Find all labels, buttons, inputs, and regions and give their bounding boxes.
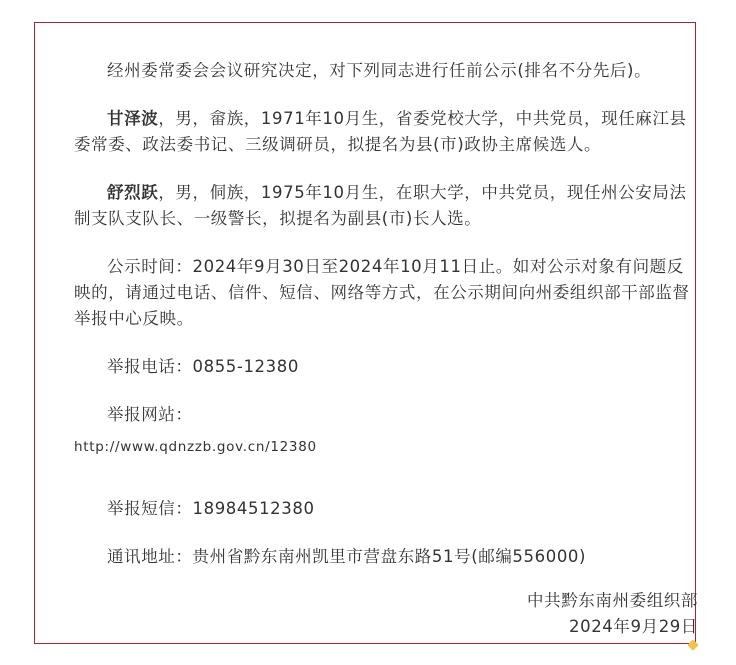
report-phone-number: 0855-12380: [192, 357, 299, 376]
signature-org: 中共黔东南州委组织部: [527, 590, 698, 610]
report-sms: [74, 496, 700, 522]
report-phone-label: 举报电话：: [107, 357, 193, 376]
notice-period-paragraph: 公示时间：2024年9月30日至2024年10月11日止。如对公示对象有问题反映的，请通过电话、信件、短信、网络等方式，在公示期间向州委组织部干部监督举报中心反映。: [74, 257, 690, 328]
candidate-paragraph-1: [74, 106, 700, 158]
candidate-name: 舒烈跃: [107, 183, 159, 202]
intro-paragraph: 经州委常委会会议研究决定，对下列同志进行任前公示(排名不分先后)。: [107, 61, 652, 80]
candidate-name: 甘泽波: [107, 109, 159, 128]
report-sms-label: 举报短信：: [107, 498, 193, 518]
candidate-detail: ，男，侗族，1975年10月生，在职大学，中共党员，现任州公安局法制支队支队长、一级警长，拟提名为副县(市)长人选。: [74, 183, 687, 228]
report-site-link[interactable]: http://www.qdnzzb.gov.cn/12380: [74, 439, 317, 455]
mailing-address-label: 通讯地址：: [107, 546, 193, 566]
candidate-paragraph-2: [74, 180, 700, 232]
report-site-label: 举报网站：: [107, 405, 193, 424]
notice-body: [74, 58, 700, 640]
report-phone: [74, 354, 700, 380]
candidate-detail: ，男，畲族，1971年10月生，省委党校大学，中共党员，现任麻江县委常委、政法委书记、三级调研员，拟提名为县(市)政协主席候选人。: [74, 109, 687, 154]
mailing-address-value: 贵州省黔东南州凯里市营盘东路51号(邮编556000): [192, 546, 587, 566]
report-sms-number: 18984512380: [192, 498, 315, 518]
mailing-address: [74, 544, 700, 570]
signature-date: 2024年9月29日: [569, 616, 698, 636]
